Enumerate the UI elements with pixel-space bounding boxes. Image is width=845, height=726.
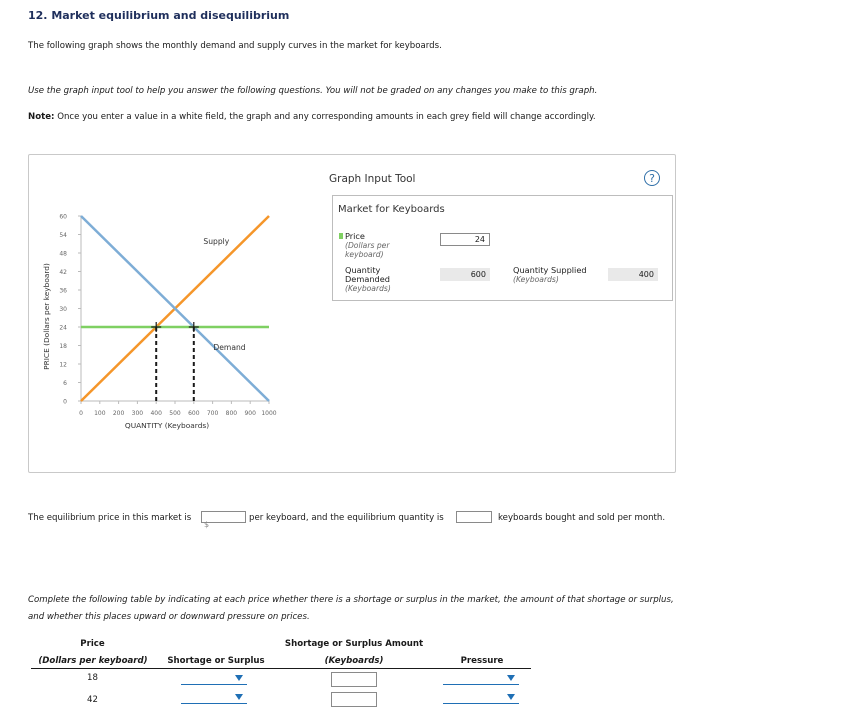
- pressure-select[interactable]: [443, 693, 519, 704]
- equilibrium-quantity-input[interactable]: [456, 511, 492, 523]
- amount-input[interactable]: [331, 672, 377, 687]
- qd-label-group: [345, 266, 391, 293]
- amount-input[interactable]: [331, 692, 377, 707]
- qs-label-group: [513, 266, 587, 284]
- price-swatch: [339, 233, 343, 239]
- y-tick-label: 48: [59, 250, 67, 258]
- x-tick-label: 600: [188, 410, 200, 417]
- x-tick-label: 300: [131, 410, 144, 417]
- x-tick-label: 400: [150, 410, 162, 417]
- x-tick-label: 0: [79, 410, 83, 417]
- graph-input-tool: [332, 195, 673, 301]
- note-text: [28, 112, 596, 122]
- note-body: Once you enter a value in a white field, the graph and any corresponding amounts in each grey field will change accordingly.: [57, 112, 596, 122]
- price-unit-1: (Dollars per: [345, 241, 390, 250]
- chevron-down-icon: [507, 694, 515, 700]
- chevron-down-icon: [507, 675, 515, 681]
- equilibrium-price-input[interactable]: [201, 511, 246, 529]
- demand-label: Demand: [213, 343, 246, 353]
- x-tick-label: 200: [112, 410, 125, 417]
- page-title: 12. Market equilibrium and disequilibrium: [28, 9, 290, 22]
- y-tick-label: 12: [59, 361, 67, 369]
- table-intro-line1: Complete the following table by indicating at each price whether there is a shortage or surplus in the market, the amount of that shortage or surplus,: [28, 595, 674, 605]
- price-unit-2: keyboard): [345, 250, 384, 259]
- x-tick-label: 1000: [261, 410, 277, 417]
- table-row-price: 42: [87, 695, 98, 705]
- pressure-select[interactable]: [443, 674, 519, 685]
- qd-unit: (Keyboards): [345, 284, 391, 293]
- header-shortage-surplus: Shortage or Surplus: [167, 656, 265, 666]
- instruction-text: Use the graph input tool to help you answer the following questions. You will not be graded on any changes you make to this graph.: [28, 86, 598, 96]
- price-input[interactable]: 24: [440, 233, 490, 246]
- header-pressure: Pressure: [460, 656, 504, 666]
- y-tick-label: 42: [59, 269, 67, 276]
- qd-label-2: Demanded: [345, 274, 390, 284]
- graph-input-tool-title: Graph Input Tool: [329, 173, 416, 185]
- x-tick-label: 500: [169, 410, 181, 417]
- table-header-rule: [31, 668, 531, 669]
- y-tick-label: 60: [59, 213, 67, 221]
- intro-text: The following graph shows the monthly demand and supply curves in the market for keyboards.: [28, 41, 442, 51]
- header-amount-unit: (Keyboards): [324, 656, 384, 666]
- y-tick-label: 30: [59, 306, 67, 313]
- question-part2: per keyboard, and the equilibrium quantity is: [249, 513, 444, 523]
- table-row-price: 18: [87, 673, 98, 683]
- x-axis-label: QUANTITY (Keyboards): [124, 421, 210, 430]
- y-tick-label: 24: [59, 324, 67, 332]
- supply-demand-chart[interactable]: [29, 155, 329, 455]
- qs-unit: (Keyboards): [513, 275, 559, 284]
- x-tick-label: 100: [94, 410, 106, 417]
- supply-label: Supply: [203, 236, 230, 246]
- quantity-supplied-value: 400: [608, 268, 658, 281]
- price-label: Price: [345, 231, 365, 241]
- header-price-unit: (Dollars per keyboard): [38, 656, 148, 666]
- dollar-sign: $: [204, 520, 210, 529]
- graph-panel: [28, 154, 676, 473]
- shortage-surplus-select[interactable]: [181, 693, 247, 704]
- qd-label-1: Quantity: [345, 265, 381, 275]
- quantity-demanded-value: 600: [440, 268, 490, 281]
- y-tick-label: 36: [59, 287, 67, 295]
- x-tick-label: 800: [225, 410, 238, 417]
- note-label: Note:: [28, 112, 55, 122]
- x-tick-label: 900: [244, 410, 256, 417]
- chevron-down-icon: [235, 675, 243, 681]
- shortage-surplus-select[interactable]: [181, 674, 247, 685]
- chevron-down-icon: [235, 694, 243, 700]
- qs-label: Quantity Supplied: [513, 265, 587, 275]
- price-label-group: [339, 232, 389, 259]
- x-tick-label: 700: [206, 410, 219, 417]
- y-tick-label: 0: [63, 398, 67, 406]
- question-part1: The equilibrium price in this market is: [28, 513, 192, 523]
- header-price: Price: [80, 639, 105, 649]
- market-title: Market for Keyboards: [338, 204, 445, 215]
- header-amount: Shortage or Surplus Amount: [284, 639, 424, 649]
- help-icon[interactable]: ?: [644, 170, 660, 186]
- y-tick-label: 54: [59, 232, 67, 239]
- table-intro-line2: and whether this places upward or downward pressure on prices.: [28, 612, 310, 622]
- y-tick-label: 18: [59, 343, 67, 350]
- y-tick-label: 6: [63, 380, 67, 387]
- question-part3: keyboards bought and sold per month.: [498, 513, 666, 523]
- y-axis-label: PRICE (Dollars per keyboard): [42, 263, 51, 370]
